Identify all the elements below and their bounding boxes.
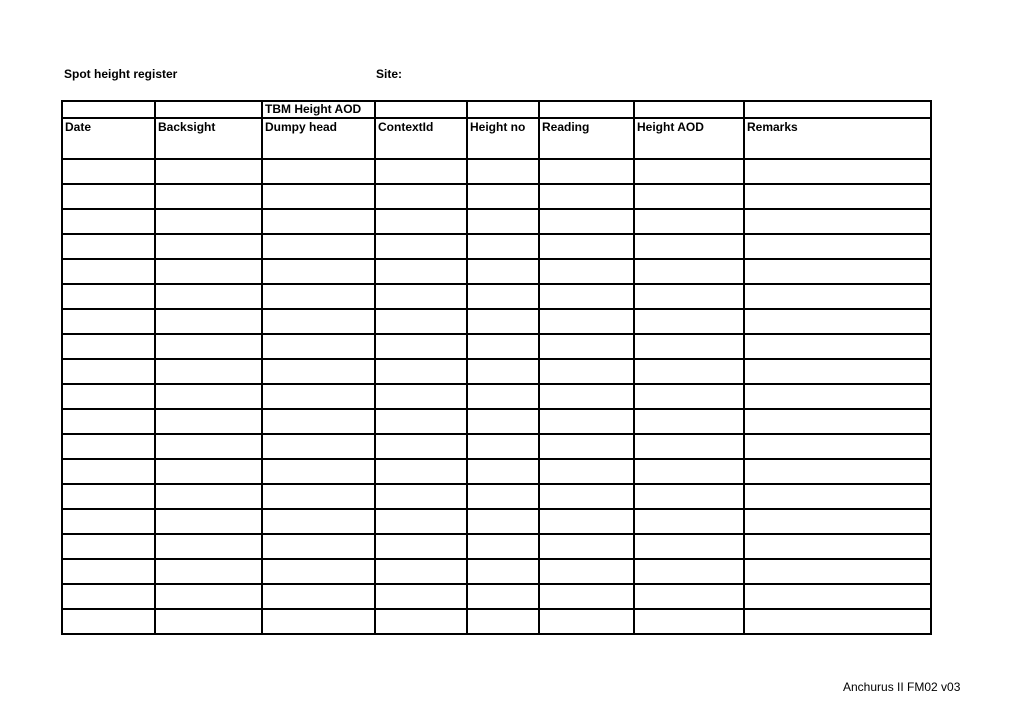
table-cell[interactable] [375,384,467,409]
table-cell[interactable] [62,609,155,634]
table-cell[interactable] [262,434,375,459]
table-row [62,459,931,484]
table-cell[interactable] [467,484,539,509]
site-label: Site: [376,67,403,81]
table-row [62,334,931,359]
table-cell[interactable] [62,484,155,509]
top-cell [634,101,744,118]
table-row [62,234,931,259]
table-cell[interactable] [375,234,467,259]
top-cell [62,101,155,118]
table-cell[interactable] [375,559,467,584]
top-cell [375,101,467,118]
table-cell[interactable] [375,609,467,634]
table-cell[interactable] [467,509,539,534]
table-cell[interactable] [634,384,744,409]
table-row [62,184,931,209]
table-cell[interactable] [539,509,634,534]
form-title: Spot height register [64,67,178,81]
table-cell[interactable] [744,459,931,484]
table-cell[interactable] [634,359,744,384]
table-cell[interactable] [62,209,155,234]
table-cell[interactable] [262,534,375,559]
table-cell[interactable] [744,359,931,384]
table-cell[interactable] [62,534,155,559]
table-cell[interactable] [375,159,467,184]
table-cell[interactable] [539,234,634,259]
table-cell[interactable] [62,309,155,334]
table-cell[interactable] [262,359,375,384]
table-cell[interactable] [262,384,375,409]
table-cell[interactable] [634,584,744,609]
form-reference: Anchurus II FM02 v03 [843,680,961,694]
table-cell[interactable] [155,559,262,584]
table-cell[interactable] [62,159,155,184]
table-row [62,359,931,384]
table-cell[interactable] [262,409,375,434]
header-context-id: ContextId [375,118,467,159]
table-cell[interactable] [634,184,744,209]
table-cell[interactable] [744,509,931,534]
table-cell[interactable] [375,334,467,359]
table-cell[interactable] [262,284,375,309]
table-cell[interactable] [62,459,155,484]
header-reading: Reading [539,118,634,159]
table-cell[interactable] [375,309,467,334]
table-cell[interactable] [744,334,931,359]
table-cell[interactable] [467,584,539,609]
table-cell[interactable] [539,284,634,309]
top-cell [744,101,931,118]
table-cell[interactable] [539,359,634,384]
table-cell[interactable] [155,284,262,309]
table-cell[interactable] [155,309,262,334]
table-cell[interactable] [62,559,155,584]
table-row [62,409,931,434]
table-cell[interactable] [155,159,262,184]
table-cell[interactable] [634,159,744,184]
table-cell[interactable] [467,184,539,209]
table-cell[interactable] [467,334,539,359]
table-cell[interactable] [467,459,539,484]
table-cell[interactable] [155,609,262,634]
table-cell[interactable] [539,584,634,609]
table-row [62,609,931,634]
table-row [62,309,931,334]
top-cell [467,101,539,118]
table-row [62,284,931,309]
table-cell[interactable] [634,209,744,234]
table-cell[interactable] [539,409,634,434]
table-cell[interactable] [155,459,262,484]
table-cell[interactable] [62,509,155,534]
table-row [62,584,931,609]
table-cell[interactable] [539,434,634,459]
table-cell[interactable] [744,159,931,184]
header-dumpy-head: Dumpy head [262,118,375,159]
table-cell[interactable] [467,534,539,559]
table-cell[interactable] [155,234,262,259]
table-cell[interactable] [155,334,262,359]
table-cell[interactable] [375,359,467,384]
table-cell[interactable] [744,534,931,559]
table-cell[interactable] [262,459,375,484]
table-cell[interactable] [262,334,375,359]
table-cell[interactable] [375,534,467,559]
table-cell[interactable] [155,184,262,209]
table-cell[interactable] [634,534,744,559]
table-cell[interactable] [634,409,744,434]
table-cell[interactable] [634,509,744,534]
table-cell[interactable] [539,609,634,634]
table-cell[interactable] [262,234,375,259]
table-cell[interactable] [634,309,744,334]
table-cell[interactable] [634,609,744,634]
table-row [62,484,931,509]
table-cell[interactable] [634,284,744,309]
table-row [62,259,931,284]
table-cell[interactable] [155,259,262,284]
table-cell[interactable] [262,609,375,634]
table-cell[interactable] [155,509,262,534]
table-row [62,559,931,584]
table-row [62,434,931,459]
table-cell[interactable] [375,484,467,509]
table-cell[interactable] [262,259,375,284]
table-cell[interactable] [375,209,467,234]
table-cell[interactable] [62,234,155,259]
table-cell[interactable] [262,159,375,184]
table-cell[interactable] [262,484,375,509]
table-cell[interactable] [262,584,375,609]
table-row [62,384,931,409]
table-cell[interactable] [155,584,262,609]
table-cell[interactable] [62,334,155,359]
table-cell[interactable] [744,434,931,459]
table-cell[interactable] [155,209,262,234]
table-cell[interactable] [62,584,155,609]
table-cell[interactable] [467,209,539,234]
table-cell[interactable] [375,434,467,459]
table-cell[interactable] [155,359,262,384]
table-cell[interactable] [262,559,375,584]
table-cell[interactable] [62,409,155,434]
table-cell[interactable] [467,234,539,259]
table-cell[interactable] [155,434,262,459]
table-header-row [62,118,931,159]
table-cell[interactable] [744,409,931,434]
table-cell[interactable] [375,259,467,284]
table-cell[interactable] [467,259,539,284]
table-cell[interactable] [539,334,634,359]
table-row [62,209,931,234]
table-cell[interactable] [262,184,375,209]
table-cell[interactable] [634,334,744,359]
table-row [62,534,931,559]
tbm-height-aod-header: TBM Height AOD [262,101,375,118]
header-remarks: Remarks [744,118,931,159]
table-cell[interactable] [155,409,262,434]
table-cell[interactable] [155,534,262,559]
header-backsight: Backsight [155,118,262,159]
table-cell[interactable] [467,284,539,309]
table-cell[interactable] [634,459,744,484]
table-cell[interactable] [375,584,467,609]
table-cell[interactable] [744,559,931,584]
table-cell[interactable] [539,159,634,184]
top-cell [539,101,634,118]
table-cell[interactable] [539,259,634,284]
table-cell[interactable] [539,209,634,234]
table-top-row [62,101,931,118]
table-cell[interactable] [744,584,931,609]
table-cell[interactable] [375,409,467,434]
table-cell[interactable] [539,459,634,484]
table-cell[interactable] [634,259,744,284]
table-cell[interactable] [62,259,155,284]
table-cell[interactable] [62,384,155,409]
table-cell[interactable] [744,234,931,259]
table-cell[interactable] [634,559,744,584]
header-height-no: Height no [467,118,539,159]
table-cell[interactable] [744,284,931,309]
table-cell[interactable] [375,509,467,534]
table-cell[interactable] [155,484,262,509]
table-cell[interactable] [467,609,539,634]
table-cell[interactable] [62,434,155,459]
table-row [62,509,931,534]
top-cell [155,101,262,118]
table-cell[interactable] [634,484,744,509]
table-cell[interactable] [539,484,634,509]
table-cell[interactable] [539,184,634,209]
table-cell[interactable] [744,309,931,334]
table-cell[interactable] [539,559,634,584]
table-cell[interactable] [262,209,375,234]
table-row [62,159,931,184]
table-cell[interactable] [467,159,539,184]
table-cell[interactable] [744,209,931,234]
table-cell[interactable] [467,309,539,334]
table-cell[interactable] [539,534,634,559]
table-cell[interactable] [744,259,931,284]
table-cell[interactable] [744,384,931,409]
table-cell[interactable] [744,484,931,509]
table-cell[interactable] [467,559,539,584]
table-cell[interactable] [634,234,744,259]
table-cell[interactable] [155,384,262,409]
table-cell[interactable] [744,609,931,634]
header-date: Date [62,118,155,159]
table-cell[interactable] [539,384,634,409]
table-cell[interactable] [634,434,744,459]
table-cell[interactable] [375,459,467,484]
table-cell[interactable] [467,359,539,384]
table-cell[interactable] [375,284,467,309]
table-cell[interactable] [262,309,375,334]
table-cell[interactable] [375,184,467,209]
header-height-aod: Height AOD [634,118,744,159]
table-cell[interactable] [467,434,539,459]
table-cell[interactable] [467,409,539,434]
table-cell[interactable] [744,184,931,209]
table-cell[interactable] [62,184,155,209]
table-cell[interactable] [62,359,155,384]
table-cell[interactable] [262,509,375,534]
table-cell[interactable] [539,309,634,334]
table-cell[interactable] [467,384,539,409]
spot-height-table [61,100,932,635]
table-cell[interactable] [62,284,155,309]
